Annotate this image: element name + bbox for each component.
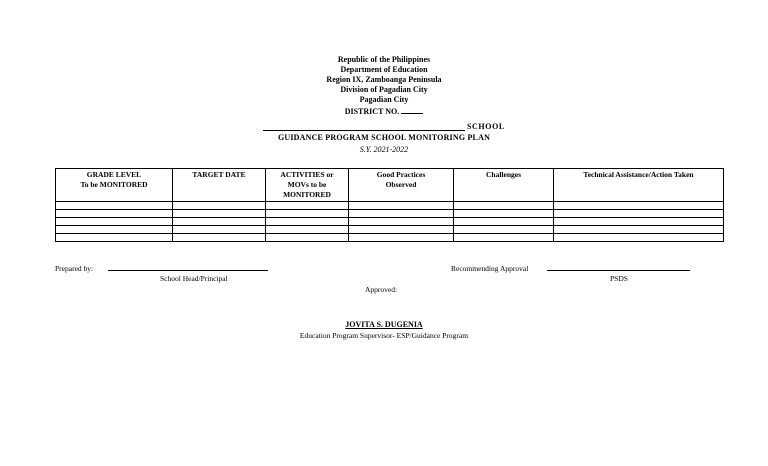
column-header-text: Good Practices [376, 170, 426, 179]
table-cell[interactable] [454, 210, 554, 218]
table-cell[interactable] [554, 234, 724, 242]
table-cell[interactable] [173, 210, 266, 218]
table-cell[interactable] [349, 202, 454, 210]
column-header-text: To be MONITORED [80, 180, 148, 189]
table-cell[interactable] [266, 226, 349, 234]
table-cell[interactable] [454, 234, 554, 242]
column-header-text: GRADE LEVEL [86, 170, 142, 179]
table-cell[interactable] [454, 202, 554, 210]
prepared-by-role: School Head/Principal [160, 274, 228, 283]
prepared-by-label: Prepared by: [55, 264, 94, 273]
header-city: Pagadian City [359, 95, 409, 104]
header-division: Division of Pagadian City [340, 85, 428, 94]
prepared-by-signature-line[interactable] [108, 270, 268, 271]
document-header [0, 55, 768, 117]
district-number-blank[interactable] [401, 105, 423, 114]
table-header-row [56, 169, 724, 202]
form-title: GUIDANCE PROGRAM SCHOOL MONITORING PLAN [277, 133, 491, 142]
table-row [56, 210, 724, 218]
table-cell[interactable] [56, 202, 173, 210]
column-header-good-practices [349, 169, 454, 202]
table-cell[interactable] [173, 202, 266, 210]
table-cell[interactable] [554, 226, 724, 234]
table-cell[interactable] [56, 226, 173, 234]
table-cell[interactable] [454, 226, 554, 234]
header-department: Department of Education [340, 65, 428, 74]
table-cell[interactable] [56, 218, 173, 226]
table-cell[interactable] [173, 218, 266, 226]
column-header-activities [266, 169, 349, 202]
column-header-text: MOVs to be [287, 180, 327, 189]
column-header-text: Technical Assistance/Action Taken [583, 170, 694, 179]
table-cell[interactable] [349, 210, 454, 218]
column-header-target-date [173, 169, 266, 202]
school-label: SCHOOL [467, 122, 505, 131]
column-header-text: TARGET DATE [192, 170, 246, 179]
table-row [56, 202, 724, 210]
recommending-signature-line[interactable] [547, 270, 690, 271]
school-name-blank[interactable] [263, 130, 465, 131]
column-header-text: Observed [385, 180, 417, 189]
header-republic: Republic of the Philippines [337, 55, 431, 64]
column-header-grade-level [56, 169, 173, 202]
table-cell[interactable] [56, 210, 173, 218]
signatory-name: JOVITA S. DUGENIA [345, 320, 423, 329]
column-header-text: MONITORED [283, 190, 331, 199]
table-cell[interactable] [349, 218, 454, 226]
header-region: Region IX, Zamboanga Peninsula [326, 75, 442, 84]
school-year: S.Y. 2021-2022 [359, 145, 409, 154]
table-cell[interactable] [266, 218, 349, 226]
column-header-text: Challenges [485, 170, 521, 179]
table-row [56, 226, 724, 234]
table-row [56, 234, 724, 242]
table-cell[interactable] [266, 202, 349, 210]
table-cell[interactable] [554, 210, 724, 218]
header-district [0, 105, 768, 117]
recommending-approval-label: Recommending Approval [451, 264, 529, 273]
signatory-position: Education Program Supervisor- ESP/Guidance Program [299, 331, 469, 340]
table-cell[interactable] [349, 226, 454, 234]
table-cell[interactable] [56, 234, 173, 242]
table-row [56, 218, 724, 226]
recommending-role: PSDS [610, 274, 628, 283]
approved-label: Approved: [365, 285, 398, 294]
table-cell[interactable] [454, 218, 554, 226]
monitoring-plan-table [55, 168, 724, 242]
school-name-row [263, 122, 513, 132]
column-header-challenges [454, 169, 554, 202]
table-cell[interactable] [349, 234, 454, 242]
table-cell[interactable] [554, 202, 724, 210]
column-header-technical-assistance [554, 169, 724, 202]
column-header-text: ACTIVITIES or [280, 170, 334, 179]
table-cell[interactable] [266, 210, 349, 218]
district-label: DISTRICT NO. [344, 107, 400, 116]
table-cell[interactable] [554, 218, 724, 226]
table-cell[interactable] [173, 234, 266, 242]
table-cell[interactable] [266, 234, 349, 242]
table-cell[interactable] [173, 226, 266, 234]
